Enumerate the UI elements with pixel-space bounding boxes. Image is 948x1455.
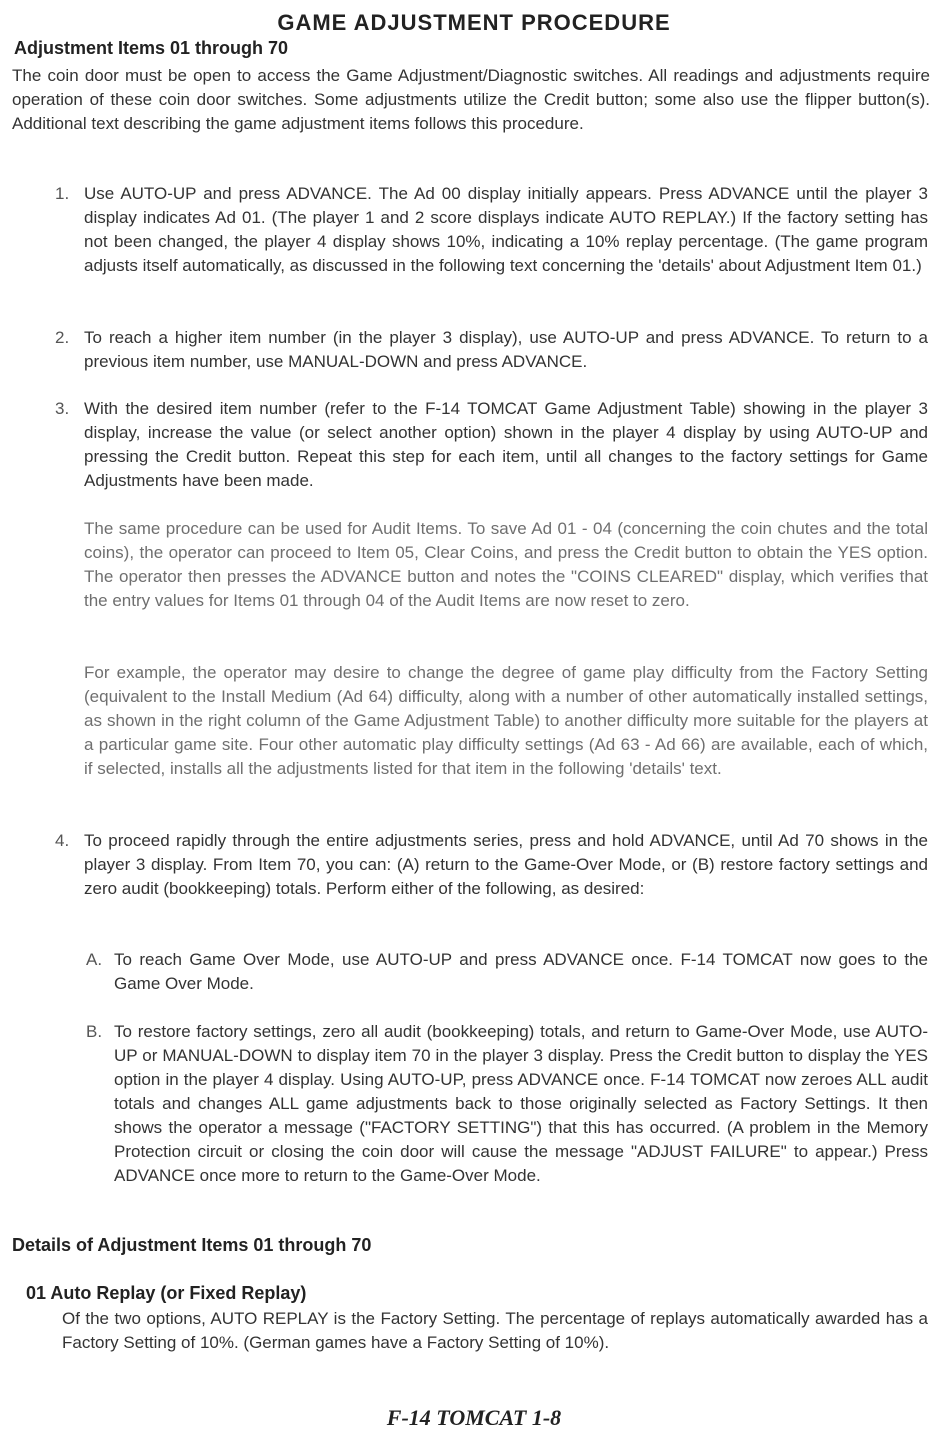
step-number: 1.	[55, 184, 70, 203]
details-heading: Details of Adjustment Items 01 through 70	[12, 1235, 372, 1255]
intro-heading: Adjustment Items 01 through 70	[14, 38, 289, 58]
details-item-heading: 01 Auto Replay (or Fixed Replay)	[26, 1283, 307, 1303]
step-number: 2.	[55, 328, 70, 347]
substep-text: To restore factory settings, zero all audit (bookkeeping) totals, and return to Game-Over Mode, use AUTO-UP or MANUAL-DOWN to display item 70 in the player 3 display. Press the Credit button to display the YES option in the player 4 display. Using AUTO-UP, press ADVANCE once. F-14 TOMCAT now zeroes ALL audit totals and changes ALL game adjustments back to those originally selected as Factory Settings. It then shows the operator a message ("FACTORY SETTING") that this has occurred. (A problem in the Memory Protection circuit or closing the coin door will cause the message "ADJUST FAILURE" to appear.) Press ADVANCE once more to return to the Game-Over Mode.	[114, 1022, 928, 1185]
intro-paragraph: The coin door must be open to access the Game Adjustment/Diagnostic switches. All readings and adjustments require operation of these coin door switches. Some adjustments utilize the Credit button; some also use the flipper button(s). Additional text describing the game adjustment items follows this procedure.	[12, 66, 930, 133]
substep-text: To reach Game Over Mode, use AUTO-UP and press ADVANCE once. F-14 TOMCAT now goes to the Game Over Mode.	[114, 950, 928, 993]
page-footer: F-14 TOMCAT 1-8	[386, 1405, 562, 1430]
substep-label: A.	[86, 950, 103, 969]
step-text: Use AUTO-UP and press ADVANCE. The Ad 00 display initially appears. Press ADVANCE until the player 3 display indicates Ad 01. (The player 1 and 2 score displays indicate AUTO REPLAY.) If the factory setting has not been changed, the player 4 display shows 10%, indicating a 10% replay percentage. (The game program adjusts itself automatically, as discussed in the following text concerning the 'details' about Adjustment Item 01.)	[84, 184, 928, 275]
step-extra-paragraph: The same procedure can be used for Audit Items. To save Ad 01 - 04 (concerning the coin chutes and the total coins), the operator can proceed to Item 05, Clear Coins, and press the Credit button to obtain the YES option. The operator then presses the ADVANCE button and notes the "COINS CLEARED" display, which verifies that the entry values for Items 01 through 04 of the Audit Items are now reset to zero.	[84, 519, 928, 610]
details-item-text: Of the two options, AUTO REPLAY is the Factory Setting. The percentage of replays automatically awarded has a Factory Setting of 10%. (German games have a Factory Setting of 10%).	[62, 1309, 928, 1352]
substep-label: B.	[86, 1022, 103, 1041]
step-text: To proceed rapidly through the entire adjustments series, press and hold ADVANCE, until Ad 70 shows in the player 3 display. From Item 70, you can: (A) return to the Game-Over Mode, or (B) restore factory settings and zero audit (bookkeeping) totals. Perform either of the following, as desired:	[84, 831, 928, 898]
step-extra-paragraph: For example, the operator may desire to change the degree of game play difficulty from the Factory Setting (equivalent to the Install Medium (Ad 64) difficulty, along with a number of other automatically installed settings, as shown in the right column of the Game Adjustment Table) to another difficulty more suitable for the players at a particular game site. Four other automatic play difficulty settings (Ad 63 - Ad 66) are available, each of which, if selected, installs all the adjustments listed for that item in the following 'details' text.	[84, 663, 928, 778]
step-number: 3.	[55, 399, 70, 418]
step-text: With the desired item number (refer to the F-14 TOMCAT Game Adjustment Table) showing in the player 3 display, increase the value (or select another option) shown in the player 4 display by using AUTO-UP and pressing the Credit button. Repeat this step for each item, until all changes to the factory settings for Game Adjustments have been made.	[84, 399, 928, 490]
step-text: To reach a higher item number (in the player 3 display), use AUTO-UP and press ADVANCE. To return to a previous item number, use MANUAL-DOWN and press ADVANCE.	[84, 328, 928, 371]
step-number: 4.	[55, 831, 70, 850]
page-title: GAME ADJUSTMENT PROCEDURE	[277, 10, 671, 35]
